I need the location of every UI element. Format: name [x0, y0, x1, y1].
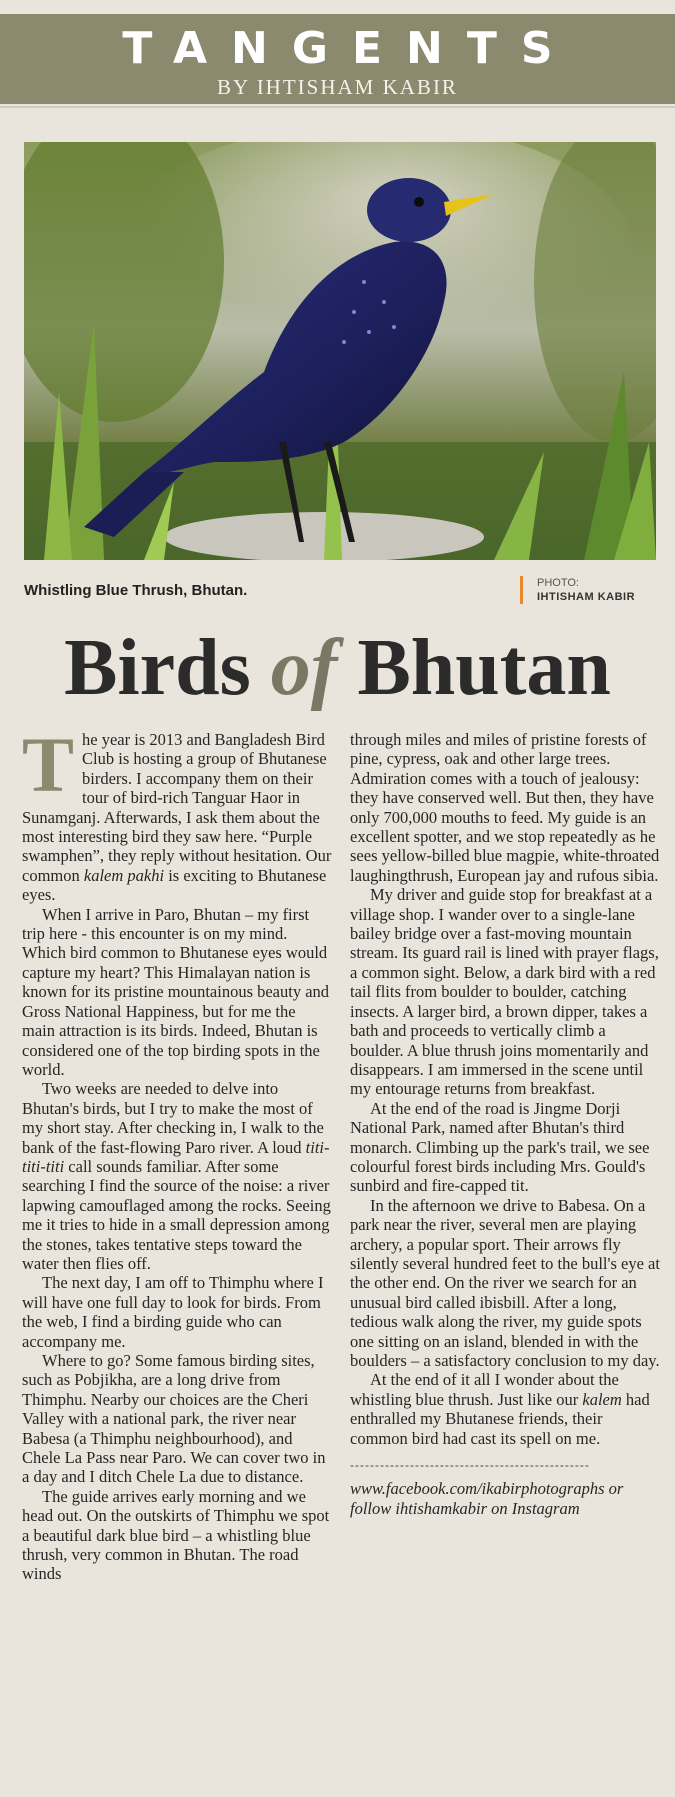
photo-credit-name: IHTISHAM KABIR [537, 591, 636, 603]
paragraph-1-text-a: he year is 2013 and Bangladesh Bird Club is hosting a group of Bhutanese birders. I accompany them on their tour of bird-rich Tanguar Haor in Sunamganj. Afterwards, I ask them about the most interesting bird they saw here. “Purple swamphen”, they reply without hesitation. Our common [22, 730, 332, 885]
headline-part-2: of [270, 624, 338, 712]
article-column-right [350, 730, 660, 1518]
headline-part-1: Birds [64, 624, 271, 712]
drop-cap: T [22, 721, 75, 808]
paragraph-3-text-b: call sounds familiar. After some searching I find the source of the noise: a river lapwing camouflaged among the rocks. Seeing me it tries to hide in a small depression among the stones, takes tentative steps toward the water then flies off. [22, 1156, 331, 1273]
article-column-left [22, 721, 332, 1584]
paragraph-8: My driver and guide stop for breakfast at a village shop. I wander over to a single-lane bailey bridge over a fast-moving mountain stream. Its guard rail is lined with prayer flags, a common sight. Below, a dark bird with a red tail flits from boulder to boulder, catching insects. A larger bird, a brown dipper, takes a bath and proceeds to vertically climb a boulder. A blue thrush joins momentarily and disappears. I am immersed in the scene until my entourage returns from breakfast. [350, 885, 659, 1099]
masthead-byline: BY IHTISHAM KABIR [217, 75, 458, 99]
masthead [0, 14, 675, 104]
paragraph-10: In the afternoon we drive to Babesa. On a park near the river, several men are playing archery, a popular sport. Their arrows fly silently several hundred feet to the bull's eye at the other end. On the river we search for an unusual bird called ibisbill. After a long, tedious walk along the river, my guide spots one sitting on an island, blended in with the boulders – a satisfactory conclusion to my day. [350, 1195, 660, 1370]
paragraph-1-italic: kalem pakhi [83, 865, 165, 885]
paragraph-1-text-b: is exciting to Bhutanese eyes. [22, 865, 327, 905]
paragraph-2: When I arrive in Paro, Bhutan – my first trip here - this encounter is on my mind. Which bird common to Bhutanese eyes would capture my heart? This Himalayan nation is known for its pristine mountainous beauty and Gross National Happiness, but for me the main attraction is its birds. Indeed, Bhutan is considered one of the top birding spots in the world. [22, 904, 330, 1079]
headline-part-3: Bhutan [337, 624, 611, 712]
blue-thrush-illustration [24, 142, 656, 560]
social-links: www.facebook.com/ikabirphotographs or follow ihtishamkabir on Instagram [350, 1479, 624, 1518]
paragraph-11-text-b: had enthralled my Bhutanese friends, their common bird had cast its spell on me. [350, 1389, 650, 1448]
paragraph-5: Where to go? Some famous birding sites, such as Pobjikha, are a long drive from Thimphu. Nearby our choices are the Cheri Valley with a national park, the river near Babesa (a Thimphu neighbourhood), and Chele La Pass near Paro. We can cover two in a day and I ditch Chele La due to distance. [22, 1351, 326, 1487]
paragraph-9: At the end of the road is Jingme Dorji National Park, named after Bhutan's third monarch. Climbing up the park's trail, we see colourful forest birds including Mrs. Gould's sunbird and fire-capped tit. [350, 1098, 650, 1196]
paragraph-3 [22, 1079, 332, 1273]
masthead-title: TANGENTS [122, 23, 577, 74]
photo-caption: Whistling Blue Thrush, Bhutan. [24, 582, 248, 599]
bird-photo [24, 142, 656, 560]
dashed-divider: ------------------------------------------------ [350, 1458, 590, 1473]
paragraph-11-italic: kalem [582, 1389, 622, 1409]
paragraph-3-italic: titi-titi-titi [22, 1137, 330, 1176]
paragraph-11 [350, 1370, 660, 1448]
paragraph-4: The next day, I am off to Thimphu where I will have one full day to look for birds. From the web, I find a birding guide who can accompany me. [22, 1273, 324, 1351]
paragraph-7: through miles and miles of pristine forests of pine, cypress, oak and other large trees. Admiration comes with a touch of jealousy: they have conserved well. But then, they have only 700,000 mouths to feed. My guide is an excellent spotter, and we stop repeatedly as he sees yellow-billed blue magpie, white-throated laughingthrush, European jay and rufous sibia. [350, 730, 660, 885]
article-headline [0, 620, 675, 716]
paragraph-11-text-a: At the end of it all I wonder about the whistling blue thrush. Just like our [350, 1370, 619, 1409]
paragraph-3-text-a: Two weeks are needed to delve into Bhutan's birds, but I try to make the most of my short stay. After checking in, I walk to the bank of the fast-flowing Paro river. A loud [22, 1079, 324, 1157]
header-divider [0, 106, 675, 108]
paragraph-6: The guide arrives early morning and we head out. On the outskirts of Thimphu we spot a beautiful dark blue bird – a whistling blue thrush, very common in Bhutan. The road winds [22, 1486, 330, 1584]
photo-credit-label: PHOTO: [537, 577, 579, 589]
paragraph-1 [22, 721, 332, 905]
photo-credit [520, 576, 675, 604]
